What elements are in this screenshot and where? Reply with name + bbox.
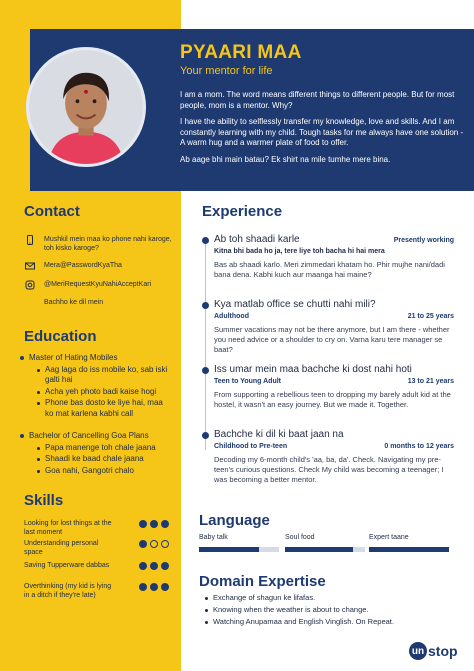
rating-dot (150, 583, 158, 591)
timeline-dot (202, 432, 209, 439)
rating-dot (161, 540, 169, 548)
skill-label: Looking for lost things at the last moment (24, 520, 112, 536)
portrait-illustration (29, 50, 143, 164)
list-item: Knowing when the weather is about to change. (205, 604, 455, 616)
skill-label: Saving Tupperware dabbas (24, 562, 110, 569)
rating-dot (161, 520, 169, 528)
job-period: 21 to 25 years (407, 313, 454, 320)
profile-photo (26, 47, 146, 167)
rating-dot (139, 540, 147, 548)
contact-phone (24, 235, 174, 253)
list-item: Aag laga do iss mobile ko, sab iski galti hai (37, 365, 172, 386)
timeline-dot (202, 302, 209, 309)
job-description: From supporting a rebellious teen to dropping my barely adult kid at the hostel, it wasn't an easy journey. But we made it. Together. (214, 390, 451, 409)
about-paragraph: I am a mom. The word means different things to different people. But for most people, mom is a mentor. Why? (180, 90, 455, 110)
experience-item (214, 299, 454, 355)
timeline-line (205, 238, 206, 450)
experience-item (214, 234, 454, 280)
rating-dot (150, 562, 158, 570)
contact-instagram-text: @MeriRequestKyuNahiAcceptKari (44, 281, 152, 288)
timeline-dot (202, 237, 209, 244)
instagram-icon (24, 280, 36, 290)
about-paragraph: I have the ability to selflessly transfer my knowledge, love and skills. And I am constantly learning with my child. Tough tasks for me always have one solution - A warm hug and a warmer plate of food to offer. (180, 117, 464, 147)
education-points (37, 443, 172, 477)
language-bar (369, 547, 449, 552)
logo-word: stop (428, 643, 458, 659)
list-item: Papa manenge toh chale jaana (37, 443, 172, 454)
rating-dot (161, 583, 169, 591)
skill-row (24, 582, 169, 600)
contact-email (24, 261, 174, 271)
job-subtitle: Childhood to Pre-teen (214, 443, 288, 450)
job-title: Iss umar mein maa bachche ki dost nahi hoti (214, 364, 412, 375)
skill-rating (139, 520, 169, 528)
job-subtitle: Adulthood (214, 313, 249, 320)
job-description: Decoding my 6-month child's 'aa, ba, da'. Check. Navigating my pre-teen's curious questions. Check My child was becoming a teenager; I was becoming a better mentor. (214, 455, 444, 484)
skill-label: Overthinking (my kid is lying in a ditch if they're late) (24, 583, 112, 599)
domain-list (205, 592, 455, 628)
phone-icon (24, 235, 36, 245)
tagline: Your mentor for life (180, 65, 273, 77)
skill-row (24, 539, 169, 557)
degree-label: Master of Hating Mobiles (29, 353, 118, 362)
job-title: Ab toh shaadi karle (214, 234, 300, 245)
job-subtitle: Kitna bhi bada ho ja, tere liye toh bacha hi hai mera (214, 248, 385, 255)
rating-dot (139, 583, 147, 591)
education-points (37, 365, 172, 420)
contact-phone-text: Mushkil mein maa ko phone nahi karoge, toh kisko karoge? (44, 236, 172, 252)
skill-row (24, 519, 169, 537)
skill-label: Understanding personal space (24, 540, 99, 556)
rating-dot (150, 520, 158, 528)
language-title: Language (199, 512, 270, 529)
experience-item (214, 429, 454, 485)
language-label: Expert taane (369, 534, 409, 541)
list-item: Goa nahi, Gangotri chalo (37, 466, 172, 477)
skill-row (24, 561, 169, 570)
language-label: Baby talk (199, 534, 228, 541)
domain-title: Domain Expertise (199, 573, 326, 590)
rating-dot (139, 520, 147, 528)
skill-rating (139, 562, 169, 570)
timeline-dot (202, 367, 209, 374)
contact-location (24, 298, 174, 307)
language-level (285, 547, 353, 552)
job-period: 13 to 21 years (407, 378, 454, 385)
job-meta (214, 248, 454, 255)
list-item: Exchange of shagun ke lifafas. (205, 592, 455, 604)
job-description: Bas ab shaadi karlo. Meri zimmedari khatam ho. Phir mujhe nani/dadi bana dena. Kabhi kuch aur maanga hai maine? (214, 260, 445, 279)
rating-dot (150, 540, 158, 548)
list-item: Phone bas dosto ke liye hai, maa ko mat karlena kabhi call (37, 398, 172, 419)
skills-title: Skills (24, 492, 64, 509)
job-status: Presently working (393, 237, 454, 244)
person-name: PYAARI MAA (180, 42, 302, 63)
job-period: 0 months to 12 years (384, 443, 454, 450)
logo-mark: un (409, 642, 427, 660)
list-item: Watching Anupamaa and English Vinglish. On Repeat. (205, 616, 455, 628)
contact-instagram (24, 280, 174, 290)
contact-email-text: Mera@PasswordKyaTha (44, 262, 122, 269)
experience-title: Experience (202, 203, 283, 220)
job-meta (214, 443, 454, 450)
education-degree (20, 353, 172, 364)
job-title: Kya matlab office se chutti nahi mili? (214, 299, 376, 310)
degree-label: Bachelor of Cancelling Goa Plans (29, 431, 149, 440)
language-level (369, 547, 449, 552)
language-label: Soul food (285, 534, 315, 541)
mail-icon (24, 261, 36, 271)
contact-location-text: Bachho ke dil mein (44, 299, 104, 306)
rating-dot (161, 562, 169, 570)
education-degree (20, 431, 172, 442)
skill-rating (139, 540, 169, 548)
bullet-icon (20, 356, 24, 360)
list-item: Shaadi ke baad chale jaana (37, 454, 172, 465)
unstop-logo (409, 641, 467, 661)
list-item: Acha yeh photo badi kaise hogi (37, 387, 172, 398)
language-bar (199, 547, 279, 552)
about-paragraph: Ab aage bhi main batau? Ek shirt na mile tumhe mere bina. (180, 154, 391, 164)
job-title: Bachche ki dil ki baat jaan na (214, 429, 344, 440)
education-entry (20, 353, 172, 419)
job-meta (214, 378, 454, 385)
language-level (199, 547, 259, 552)
contact-title: Contact (24, 203, 80, 220)
job-description: Summer vacations may not be there anymore, but I am there - whether you need advice or a shoulder to cry on. Varna karu tere manager se baat? (214, 325, 450, 354)
experience-item (214, 364, 454, 410)
education-entry (20, 431, 172, 476)
job-meta (214, 313, 454, 320)
education-title: Education (24, 328, 97, 345)
skill-rating (139, 583, 169, 591)
rating-dot (139, 562, 147, 570)
language-bar (285, 547, 365, 552)
about-section (180, 90, 464, 171)
bullet-icon (20, 434, 24, 438)
job-subtitle: Teen to Young Adult (214, 378, 282, 385)
